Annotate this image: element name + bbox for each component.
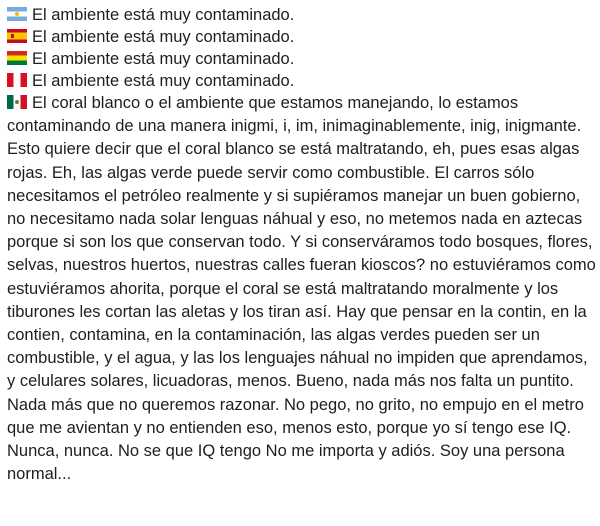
post-paragraph-mexico [7, 92, 597, 486]
post-line-text: El ambiente está muy contaminado. [32, 6, 295, 24]
post-line-text: El ambiente está muy contaminado. [32, 72, 295, 90]
argentina-flag-icon [7, 7, 27, 21]
post-line-text: El ambiente está muy contaminado. [32, 28, 295, 46]
post-paragraph-text: El coral blanco o el ambiente que estamos manejando, lo estamos contaminando de una manera inigmi, i, im, inimaginablemente, inig, inigmante. Esto quiere decir que el coral blanco se está maltratando, eh, pues esas algas rojas. Eh, las algas verde puede servir como combustible. El carros sólo necesitamos el petróleo realmente y si supiéramos manejar un buen gobierno, no necesitamo nada solar lenguas náhual y eso, no metemos nada en aztecas porque si son los que conservan todo. Y si conserváramos todo bosques, flores, selvas, nuestros huertos, nuestras calles fueran kioscos? no estuviéramos como estuviéramos ahorita, porque el coral se está maltratando moralmente y los tiburones les cortan las aletas y los tiran así. Hay que pensar en la contin, en la contien, contamina, en la contaminación, las algas verdes pueden ser un combustible, y el agua, y las los lenguajes náhual no impiden que aprendamos, y celulares solares, licuadoras, menos. Bueno, nada más nos falta un puntito. Nada más que no queremos razonar. No pego, no grito, no empujo en el metro que me avientan y no entienden eso, menos esto, porque yo sí tengo ese IQ. Nunca, nunca. No se que IQ tengo No me importa y adiós. Soy una persona normal... [7, 94, 596, 484]
mexico-flag-icon [7, 95, 27, 109]
post-line-text: El ambiente está muy contaminado. [32, 50, 295, 68]
post-line-peru [7, 70, 597, 92]
bolivia-flag-icon [7, 51, 27, 65]
post-line-spain [7, 26, 597, 48]
peru-flag-icon [7, 73, 27, 87]
post-line-bolivia [7, 48, 597, 70]
post-text [7, 4, 597, 486]
post-line-argentina [7, 4, 597, 26]
spain-flag-icon [7, 29, 27, 43]
